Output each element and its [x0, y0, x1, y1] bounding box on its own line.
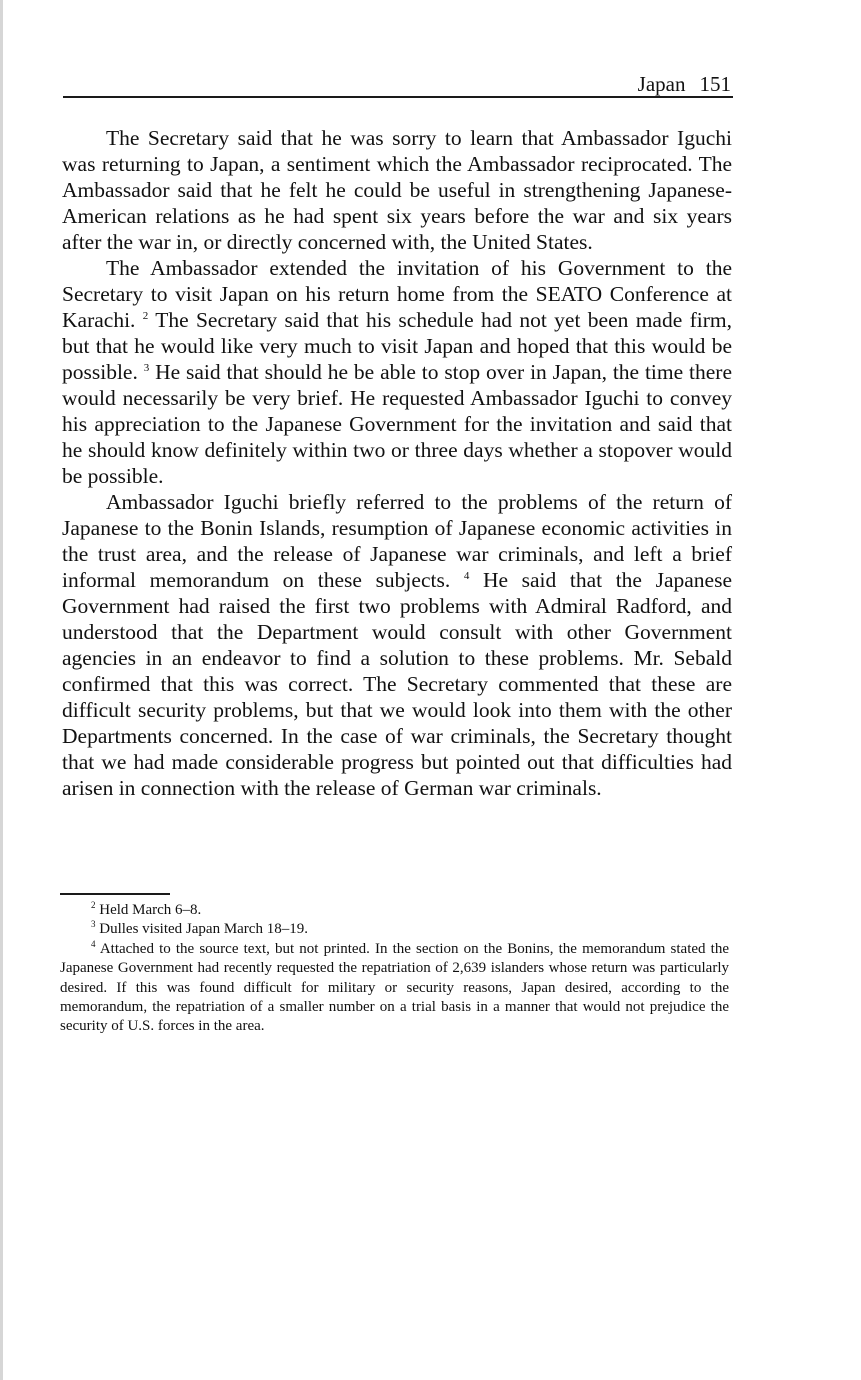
paragraph: [62, 255, 732, 489]
paragraph: [62, 125, 732, 255]
running-header: [63, 72, 733, 98]
footnote: [60, 940, 729, 1037]
page-number: 151: [699, 72, 731, 96]
footnote: [60, 901, 729, 920]
footnotes: [60, 901, 729, 1037]
section-title: Japan: [637, 72, 686, 96]
footnote-text: Dulles visited Japan March 18–19.: [99, 921, 308, 938]
footnote-marker: 3: [91, 919, 96, 930]
footnote: [60, 920, 729, 939]
paragraph-text: Ambassador Iguchi briefly referred to the problems of the return of Japanese to the Bonin Islands, resumption of Japanese economic activities in the trust area, and the release of Japanese war criminals, and left a brief informal memorandum on these subjects.: [62, 490, 732, 592]
footnote-ref: 3: [143, 361, 150, 374]
header-right: [638, 72, 731, 96]
paragraph: [62, 489, 732, 801]
paragraph-text: The Secretary said that he was sorry to learn that Ambassador Iguchi was returning to Japan, a sentiment which the Ambassador reciprocated. The Ambassador said that he felt he could be useful in strengthening Japanese-American relations as he had spent six years before the war and six years after the war in, or directly concerned with, the United States.: [62, 126, 732, 254]
body-text: [62, 125, 732, 801]
footnote-ref: 2: [142, 309, 149, 322]
footnote-text: Held March 6–8.: [99, 902, 202, 918]
footnote-ref: 4: [463, 569, 470, 582]
scan-edge: [0, 0, 3, 1380]
paragraph-text: He said that the Japanese Government had raised the first two problems with Admiral Radford, and understood that the Department would consult with other Government agencies in an endeavor to find a solution to these problems. Mr. Sebald confirmed that this was correct. The Secretary commented that these are difficult security problems, but that we would look into them with the other Departments concerned. In the case of war criminals, the Secretary thought that we had made considerable progress but pointed out that difficulties had arisen in connection with the release of German war criminals.: [62, 568, 732, 800]
paragraph-text: The Ambassador extended the invitation of his Government to the Secretary to visit Japan on his return home from the SEATO Conference at Karachi.: [62, 256, 732, 332]
footnote-marker: 4: [91, 938, 96, 949]
paragraph-text: He said that should he be able to stop over in Japan, the time there would necessarily be very brief. He requested Ambassador Iguchi to convey his appreciation to the Japanese Government for the invitation and said that he should know definitely within two or three days whether a stopover would be possible.: [62, 360, 732, 488]
footnote-marker: 2: [91, 900, 96, 910]
footnote-rule: [60, 893, 170, 895]
footnote-text: Attached to the source text, but not printed. In the section on the Bonins, the memorandum stated the Japanese Government had recently requested the repatriation of 2,639 islanders whose return was particularly desired. If this was found difficult for military or security reasons, Japan desired, according to the memorandum, the repatriation of a smaller number on a trial basis in a manner that would not prejudice the security of U.S. forces in the area.: [60, 940, 729, 1035]
paragraph-text: The Secretary said that his schedule had not yet been made firm, but that he would like very much to visit Japan and hoped that this would be possible.: [62, 308, 732, 384]
